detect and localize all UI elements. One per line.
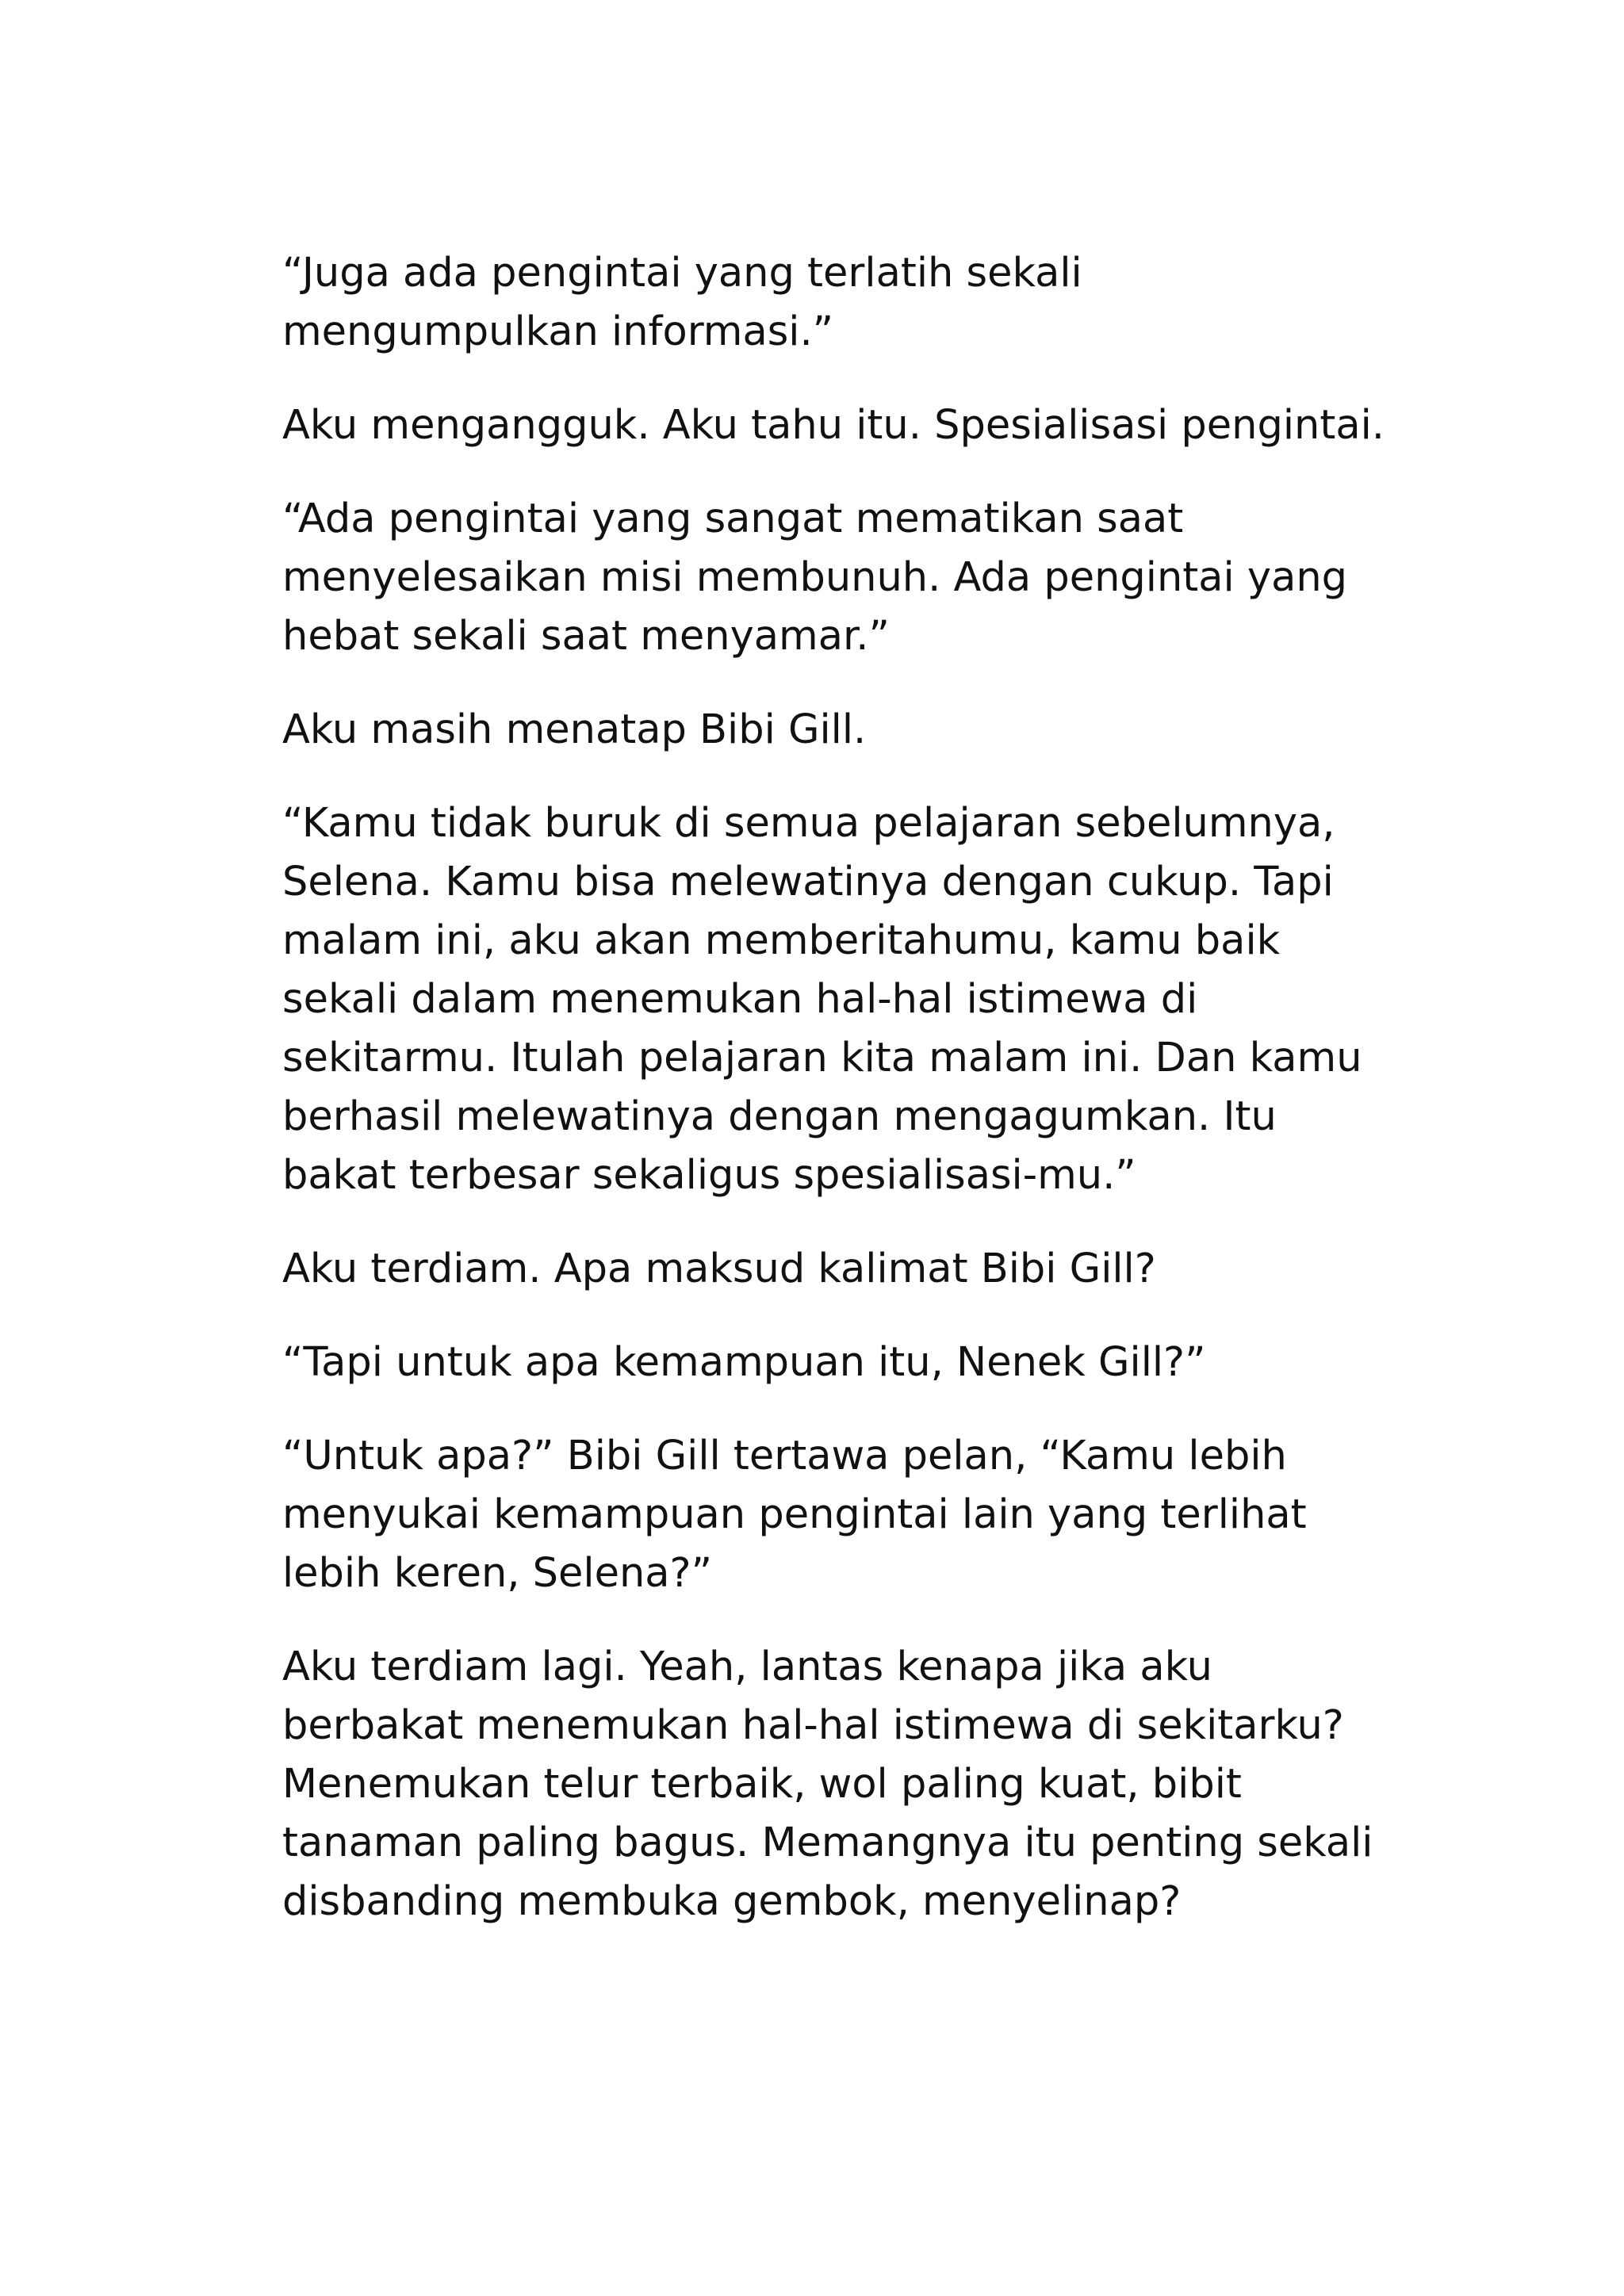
paragraph: “Tapi untuk apa kemampuan itu, Nenek Gill?” — [282, 1339, 1206, 1386]
paragraph: “Juga ada pengintai yang terlatih sekali mengumpulkan informasi.” — [282, 250, 1082, 355]
paragraph: “Kamu tidak buruk di semua pelajaran sebelumnya, Selena. Kamu bisa melewatinya dengan cukup. Tapi malam ini, aku akan memberitahumu, kamu baik sekali dalam menemukan hal-hal istimewa di sekitarmu. Itulah pelajaran kita malam ini. Dan kamu berhasil melewatinya dengan mengagumkan. Itu bakat terbesar sekaligus spesialisasi-mu.” — [282, 800, 1362, 1199]
story-text — [282, 244, 1392, 1966]
paragraph: Aku mengangguk. Aku tahu itu. Spesialisasi pengintai. — [282, 402, 1385, 449]
paragraph: Aku terdiam lagi. Yeah, lantas kenapa jika aku berbakat menemukan hal-hal istimewa di sekitarku? Menemukan telur terbaik, wol paling kuat, bibit tanaman paling bagus. Memangnya itu penting sekali disbanding membuka gembok, menyelinap? — [282, 1644, 1373, 1925]
paragraph: Aku terdiam. Apa maksud kalimat Bibi Gill? — [282, 1246, 1156, 1292]
paragraph: “Ada pengintai yang sangat mematikan saat menyelesaikan misi membunuh. Ada pengintai yang hebat sekali saat menyamar.” — [282, 496, 1348, 660]
paragraph: “Untuk apa?” Bibi Gill tertawa pelan, “Kamu lebih menyukai kemampuan pengintai lain yang terlihat lebih keren, Selena?” — [282, 1433, 1307, 1597]
paragraph: Aku masih menatap Bibi Gill. — [282, 706, 867, 753]
